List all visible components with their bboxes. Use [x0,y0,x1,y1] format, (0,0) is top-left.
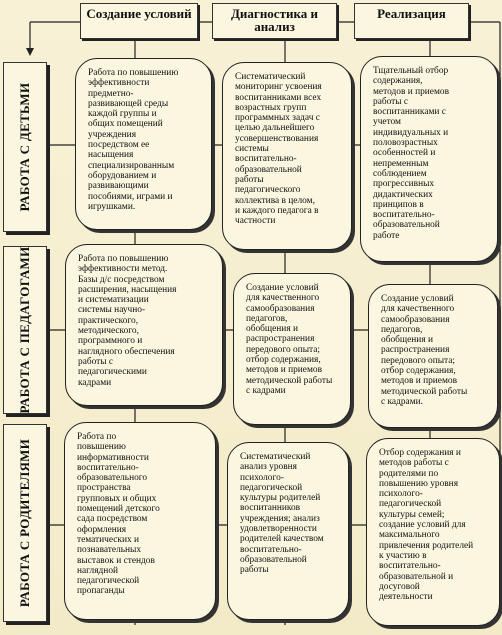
card-parents-creating-conditions: Работа по повышению информативности воспитательно- образовательного пространства групповых и общих помещений детского сада посредством оформления тематических и познавательных выставок и стендов наглядной педагогической пропаганды [64,422,216,620]
header-diagnostics-analysis: Диагностика и анализ [212,3,337,39]
card-children-diagnostics: Систематический мониторинг усвоения воспитанниками всех возрастных групп программных задач с целью дальнейшего усовершенствования системы воспитательно- образовательной работы педагогического коллектива в целом, и каждого педагога в частности [222,62,352,250]
card-children-creating-conditions: Работа по повышению эффективности предметно- развивающей среды каждой группы и общих помещений учреждения посредством ее насыщения специализированным оборудованием и развивающими пособиями, играми и игрушками. [75,58,212,230]
card-parents-implementation: Отбор содержания и методов работы с родителями по повышению уровня психолого- педагогической культуры семей; создание условий для максимального привлечения родителей к участию в воспитательно- образовательной и досуговой деятельности [366,438,500,626]
card-teachers-creating-conditions: Работа по повышению эффективности метод. Базы д/с посредством расширения, насыщения и систематизации системы научно- практического, методического, программного и наглядного обеспечения работы с педагогическими кадрами [65,244,223,406]
header-creating-conditions: Создание условий [80,3,198,39]
card-teachers-diagnostics: Создание условий для качественного самообразования педагогов, обобщения и распространения передового опыта; отбор содержания, методов и приемов методической работы с кадрами [233,273,351,425]
row-label-parents: РАБОТА С РОДИТЕЛЯМИ [3,424,47,622]
row-label-children: РАБОТА С ДЕТЬМИ [3,62,47,232]
card-children-implementation: Тщательный отбор содержания, методов и приемов работы с воспитанниками с учетом индивидуальных и половозрастных особенностей и непременным соблюдением прогрессивных дидактических принципов в воспитательно- образовательной работе [360,56,498,262]
header-implementation: Реализация [354,3,469,39]
card-teachers-implementation: Создание условий для качественного самообразования педагогов, обобщения и распространения передового опыта; отбор содержания, методов и приемов методической работы с кадрами. [368,284,498,428]
card-parents-diagnostics: Систематический анализ уровня психолого- педагогической культуры родителей воспитанников учреждения; анализ удовлетворенности родителей качеством воспитательно- образовательной работы [227,442,349,620]
row-label-teachers: РАБОТА С ПЕДАГОГАМИ [3,246,47,414]
